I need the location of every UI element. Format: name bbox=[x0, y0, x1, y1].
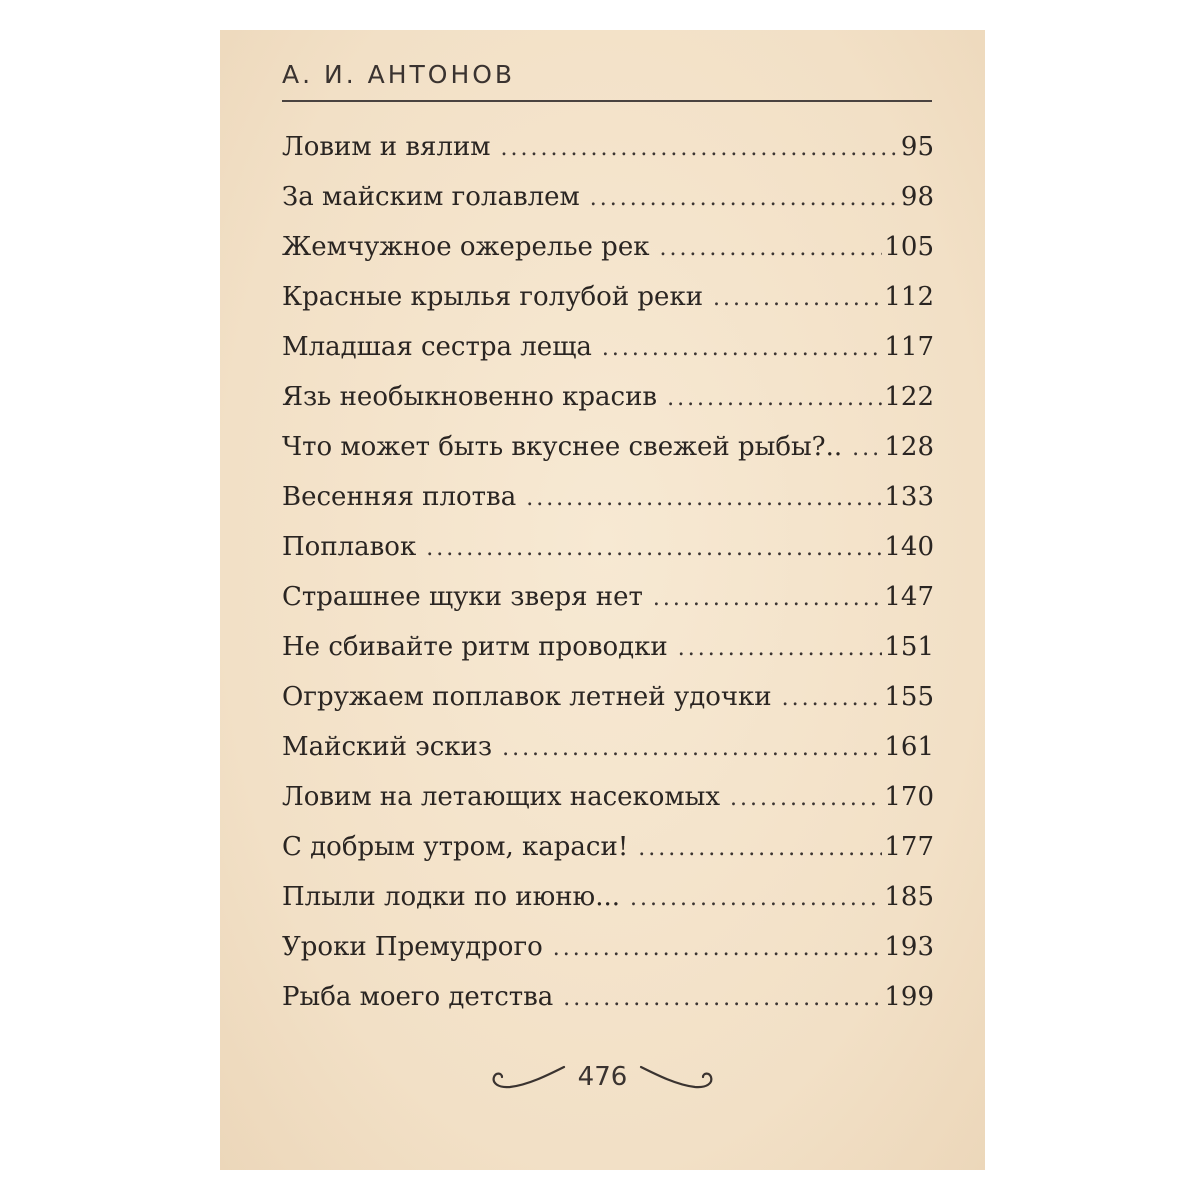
toc-entry-page: 140 bbox=[884, 532, 934, 562]
toc-entry-page: 177 bbox=[884, 832, 934, 862]
toc-entry-page: 133 bbox=[884, 482, 934, 512]
toc-leader-dots bbox=[653, 574, 882, 624]
toc-entry-page: 155 bbox=[884, 682, 934, 712]
toc-entry-title: Поплавок bbox=[282, 532, 417, 562]
toc-entry-title: За майским голавлем bbox=[282, 182, 580, 212]
toc-leader-dots bbox=[502, 724, 882, 774]
toc-leader-dots bbox=[638, 824, 882, 874]
fish-hook-right-icon bbox=[637, 1057, 717, 1097]
toc-entry bbox=[282, 172, 934, 222]
toc-entry bbox=[282, 722, 934, 772]
toc-leader-dots bbox=[630, 874, 882, 924]
page-number: 476 bbox=[577, 1062, 628, 1092]
toc-entry bbox=[282, 372, 934, 422]
toc-entry-title: Не сбивайте ритм проводки bbox=[282, 632, 668, 662]
toc-entry bbox=[282, 522, 934, 572]
toc-entry-title: Младшая сестра леща bbox=[282, 332, 592, 362]
table-of-contents bbox=[282, 122, 934, 1022]
toc-entry bbox=[282, 872, 934, 922]
toc-entry-title: Огружаем поплавок летней удочки bbox=[282, 682, 772, 712]
toc-entry bbox=[282, 472, 934, 522]
toc-leader-dots bbox=[659, 224, 882, 274]
toc-leader-dots bbox=[563, 974, 882, 1024]
toc-entry-page: 122 bbox=[884, 382, 934, 412]
toc-entry-title: Страшнее щуки зверя нет bbox=[282, 582, 643, 612]
toc-leader-dots bbox=[602, 324, 882, 374]
toc-leader-dots bbox=[501, 124, 899, 174]
page-footer bbox=[220, 1052, 985, 1102]
toc-leader-dots bbox=[713, 274, 882, 324]
toc-entry-title: Жемчужное ожерелье рек bbox=[282, 232, 650, 262]
header-rule bbox=[282, 100, 932, 102]
toc-leader-dots bbox=[678, 624, 883, 674]
toc-leader-dots bbox=[590, 174, 899, 224]
toc-leader-dots bbox=[553, 924, 883, 974]
toc-leader-dots bbox=[782, 674, 883, 724]
toc-entry-page: 151 bbox=[884, 632, 934, 662]
toc-entry-page: 161 bbox=[884, 732, 934, 762]
toc-leader-dots bbox=[730, 774, 882, 824]
toc-entry bbox=[282, 122, 934, 172]
toc-entry-title: Язь необыкновенно красив bbox=[282, 382, 658, 412]
toc-entry bbox=[282, 622, 934, 672]
toc-entry bbox=[282, 922, 934, 972]
toc-entry bbox=[282, 422, 934, 472]
toc-leader-dots bbox=[667, 374, 882, 424]
toc-entry-title: Что может быть вкуснее свежей рыбы?.. bbox=[282, 432, 843, 462]
toc-entry-title: Весенняя плотва bbox=[282, 482, 517, 512]
toc-entry-title: Плыли лодки по июню... bbox=[282, 882, 620, 912]
toc-leader-dots bbox=[852, 424, 882, 474]
toc-entry-page: 98 bbox=[900, 182, 934, 212]
toc-entry bbox=[282, 972, 934, 1022]
toc-entry-title: Красные крылья голубой реки bbox=[282, 282, 704, 312]
toc-entry-title: Ловим на летающих насекомых bbox=[282, 782, 721, 812]
toc-entry bbox=[282, 272, 934, 322]
toc-entry-page: 117 bbox=[884, 332, 934, 362]
toc-entry-title: Рыба моего детства bbox=[282, 982, 554, 1012]
toc-entry-page: 128 bbox=[884, 432, 934, 462]
toc-entry bbox=[282, 572, 934, 622]
toc-leader-dots bbox=[526, 474, 882, 524]
toc-entry bbox=[282, 672, 934, 722]
toc-entry bbox=[282, 772, 934, 822]
fish-hook-left-icon bbox=[488, 1057, 568, 1097]
toc-entry-page: 147 bbox=[884, 582, 934, 612]
book-page bbox=[220, 30, 985, 1170]
toc-entry-page: 95 bbox=[900, 132, 934, 162]
toc-entry-title: С добрым утром, караси! bbox=[282, 832, 629, 862]
toc-entry-page: 112 bbox=[884, 282, 934, 312]
toc-entry-page: 105 bbox=[884, 232, 934, 262]
running-head: А. И. АНТОНОВ bbox=[282, 60, 516, 89]
toc-entry-title: Майский эскиз bbox=[282, 732, 493, 762]
toc-entry bbox=[282, 222, 934, 272]
toc-leader-dots bbox=[426, 524, 882, 574]
toc-entry bbox=[282, 822, 934, 872]
toc-entry-title: Уроки Премудрого bbox=[282, 932, 543, 962]
toc-entry-page: 185 bbox=[884, 882, 934, 912]
toc-entry-page: 170 bbox=[884, 782, 934, 812]
toc-entry bbox=[282, 322, 934, 372]
toc-entry-page: 193 bbox=[884, 932, 934, 962]
toc-entry-title: Ловим и вялим bbox=[282, 132, 491, 162]
toc-entry-page: 199 bbox=[884, 982, 934, 1012]
